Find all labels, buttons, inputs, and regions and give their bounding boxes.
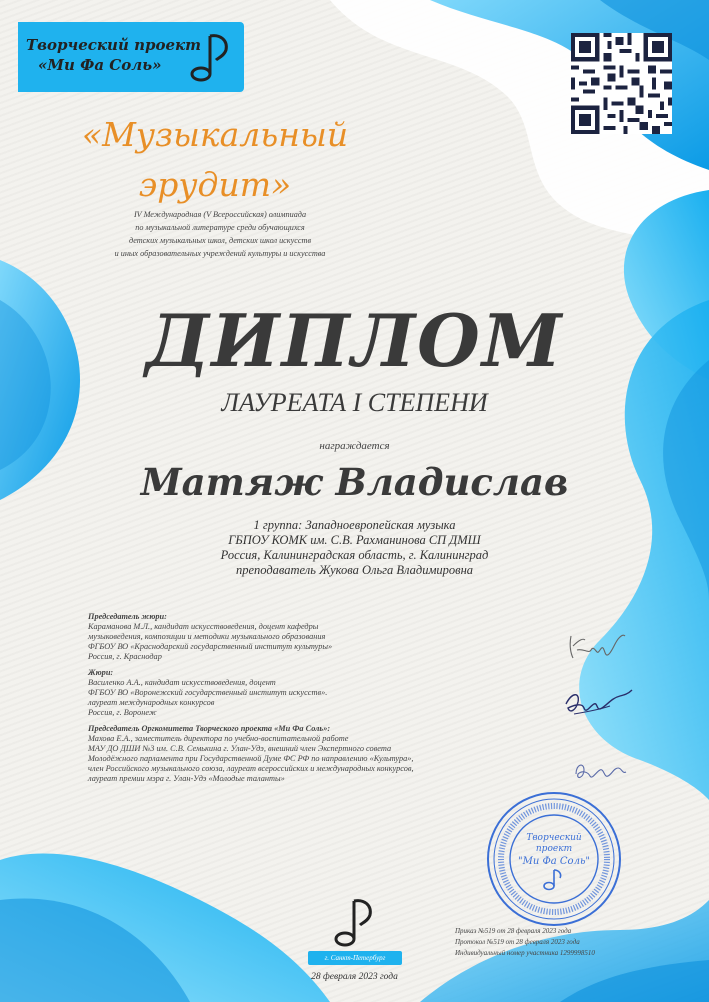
recipient-name: Матяж Владислав bbox=[140, 460, 569, 504]
organizer-line: Махова Е.А., заместитель директора по учебно-воспитательной работе bbox=[88, 734, 349, 743]
subtitle-line: по музыкальной литературе среди обучающихся bbox=[135, 223, 305, 232]
details-line: 1 группа: Западноевропейская музыка bbox=[253, 518, 456, 532]
organizer-signature bbox=[570, 756, 630, 786]
project-brand-banner bbox=[18, 22, 244, 92]
details-line: Россия, Калининградская область, г. Калининград bbox=[220, 548, 489, 562]
jury-signature bbox=[562, 684, 634, 722]
jury-chair-block bbox=[88, 612, 528, 662]
subtitle-line: и иных образовательных учреждений культуры и искусства bbox=[114, 249, 326, 258]
diploma-heading: ДИПЛОМ bbox=[145, 298, 564, 383]
organizer-line: член Российского музыкального союза, лауреат всероссийских и международных конкурсов, bbox=[88, 764, 414, 773]
organizer-heading: Председатель Оргкомитета Творческого проекта «Ми Фа Соль»: bbox=[88, 724, 331, 733]
brand-line2: «Ми Фа Соль» bbox=[38, 56, 162, 74]
jury-line: Россия, г. Воронеж bbox=[88, 708, 157, 717]
jury-line: Василенко А.А., кандидат искусствоведения, доцент bbox=[88, 678, 276, 687]
brand-line1: Творческий проект bbox=[26, 36, 202, 54]
city-label: г. Санкт-Петербург bbox=[308, 951, 402, 965]
jury-section bbox=[88, 612, 528, 790]
music-note-icon bbox=[186, 30, 236, 86]
stamp-line2: проект bbox=[535, 844, 573, 854]
jury-members-block bbox=[88, 668, 528, 718]
order-line: Приказ №519 от 28 февраля 2023 года bbox=[455, 927, 572, 935]
jury-line: лауреат международных конкурсов bbox=[88, 698, 215, 707]
organizer-block bbox=[88, 724, 528, 784]
olympiad-subtitle bbox=[55, 208, 385, 260]
qr-code-icon bbox=[571, 33, 672, 134]
details-line: ГБПОУ КОМК им. С.В. Рахманинова СП ДМШ bbox=[228, 533, 481, 547]
jury-line: Караманова М.Л., кандидат искусствоведения, доцент кафедры bbox=[88, 622, 319, 631]
jury-line: музыковедения, композиции и методики музыкального образования bbox=[88, 632, 326, 641]
participant-number-line: Индивидуальный номер участника 1299998510 bbox=[455, 949, 595, 957]
jury-line: ФГБОУ ВО «Воронежский государственный институт искусств». bbox=[88, 688, 328, 697]
protocol-line: Протокол №519 от 28 февраля 2023 года bbox=[455, 938, 580, 946]
order-info bbox=[455, 926, 675, 959]
chair-signature bbox=[565, 628, 630, 666]
stamp-note-icon bbox=[544, 870, 561, 890]
olympiad-title bbox=[45, 110, 385, 210]
recipient-details bbox=[0, 518, 709, 578]
subtitle-line: IV Международная (V Всероссийская) олимпиада bbox=[133, 210, 307, 219]
organizer-line: Молодёжного парламента при Государственной Думе ФС РФ по направлению «Культура», bbox=[88, 754, 414, 763]
details-line: преподаватель Жукова Ольга Владимировна bbox=[235, 563, 474, 577]
organizer-line: лауреат премии мэра г. Улан-Удэ «Молодые таланты» bbox=[88, 774, 285, 783]
degree-label: ЛАУРЕАТА I СТЕПЕНИ bbox=[221, 388, 488, 417]
stamp-line1: Творческий bbox=[526, 833, 582, 843]
title-line1: «Музыкальный bbox=[81, 115, 349, 154]
jury-chair-heading: Председатель жюри: bbox=[88, 612, 167, 621]
title-line2: эрудит» bbox=[138, 165, 292, 204]
organizer-line: МАУ ДО ДШИ №3 им. С.В. Семькина г. Улан-Удэ, внешний член Экспертного совета bbox=[88, 744, 392, 753]
awarded-label: награждается bbox=[319, 440, 390, 452]
music-note-icon bbox=[330, 895, 380, 951]
issue-date: 28 февраля 2023 года bbox=[311, 972, 398, 982]
jury-members-heading: Жюри: bbox=[88, 668, 114, 677]
jury-line: Россия, г. Краснодар bbox=[88, 652, 162, 661]
jury-line: ФГБОУ ВО «Краснодарский государственный институт культуры» bbox=[88, 642, 333, 651]
subtitle-line: детских музыкальных школ, детских школ искусств bbox=[128, 236, 311, 245]
stamp-line3: "Ми Фа Соль" bbox=[518, 856, 590, 867]
project-stamp bbox=[485, 790, 623, 928]
